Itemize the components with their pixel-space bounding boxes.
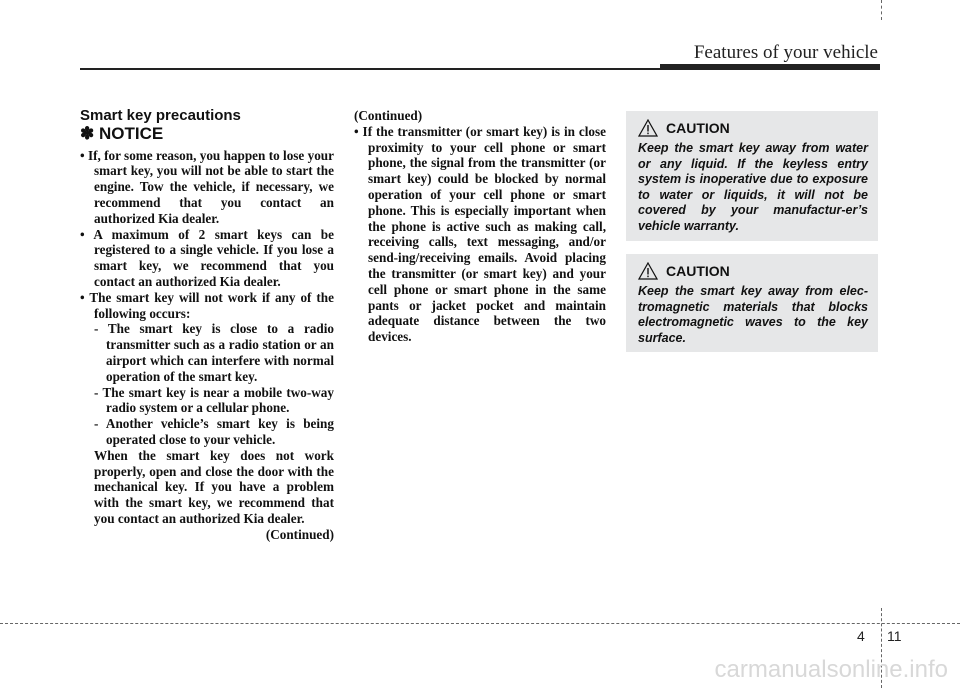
section-number: 4 [857,628,865,644]
bullet-item: • The smart key will not work if any of the following occurs: [80,289,334,321]
bullet-item: • If the transmitter (or smart key) is in close proximity to your cell phone or smart phone, the signal from the transmitter (or smart key) could be blocked by normal operation of your cell phone or smart phone. This is especially important when the phone is active such as making call, receiving calls, text messaging, and/or send-ing/receiving emails. Avoid placing the transmitter (or smart key) and your cell phone or smart phone in the same pants or jacket pocket and maintain adequate distance between the two devices. [354,123,606,345]
bullet-item: • If, for some reason, you happen to lose your smart key, you will not be able to start the engine. Tow the vehicle, if necessary, we recommend that you contact an authorized Kia dealer. [80,147,334,226]
sub-item: - Another vehicle’s smart key is being operated close to your vehicle. [94,416,334,447]
caution-title: CAUTION [666,263,730,279]
caution-body: Keep the smart key away from elec-tromagnetic materials that blocks electromagnetic waves to the key surface. [638,284,868,345]
continued-label: (Continued) [354,108,423,123]
column-left [80,108,334,543]
footer-rule [0,623,960,624]
sub-item: - The smart key is close to a radio transmitter such as a radio station or an airport which can interfere with normal operation of the smart key. [94,321,334,384]
notice-heading: ✽ NOTICE [80,123,164,143]
page-number: 11 [887,628,902,644]
paragraph: When the smart key does not work properly, open and close the door with the mechanical key. If you have a problem with the smart key, we recommend that you contact an authorized Kia dealer. [94,447,334,526]
watermark: carmanualsonline.info [714,656,948,683]
caution-title: CAUTION [666,120,730,136]
warning-triangle-icon [638,119,658,137]
warning-triangle-icon [638,262,658,280]
bullet-item: • A maximum of 2 smart keys can be registered to a single vehicle. If you lose a smart key, we recommend that you contact an authorized Kia dealer. [80,226,334,289]
caution-box [626,111,878,241]
section-heading: Smart key precautions [80,107,241,124]
caution-body: Keep the smart key away from water or any liquid. If the keyless entry system is inoperative due to exposure to water or liquids, it will not be covered by your manufactur-er’s vehicle warranty. [638,141,868,233]
header-title: Features of your vehicle [693,42,878,63]
caution-box [626,254,878,352]
continued-label: (Continued) [265,526,334,542]
header-bar [660,64,880,70]
sub-item: - The smart key is near a mobile two-way radio system or a cellular phone. [94,384,334,416]
column-middle [354,108,606,345]
top-guide-line [881,0,882,20]
